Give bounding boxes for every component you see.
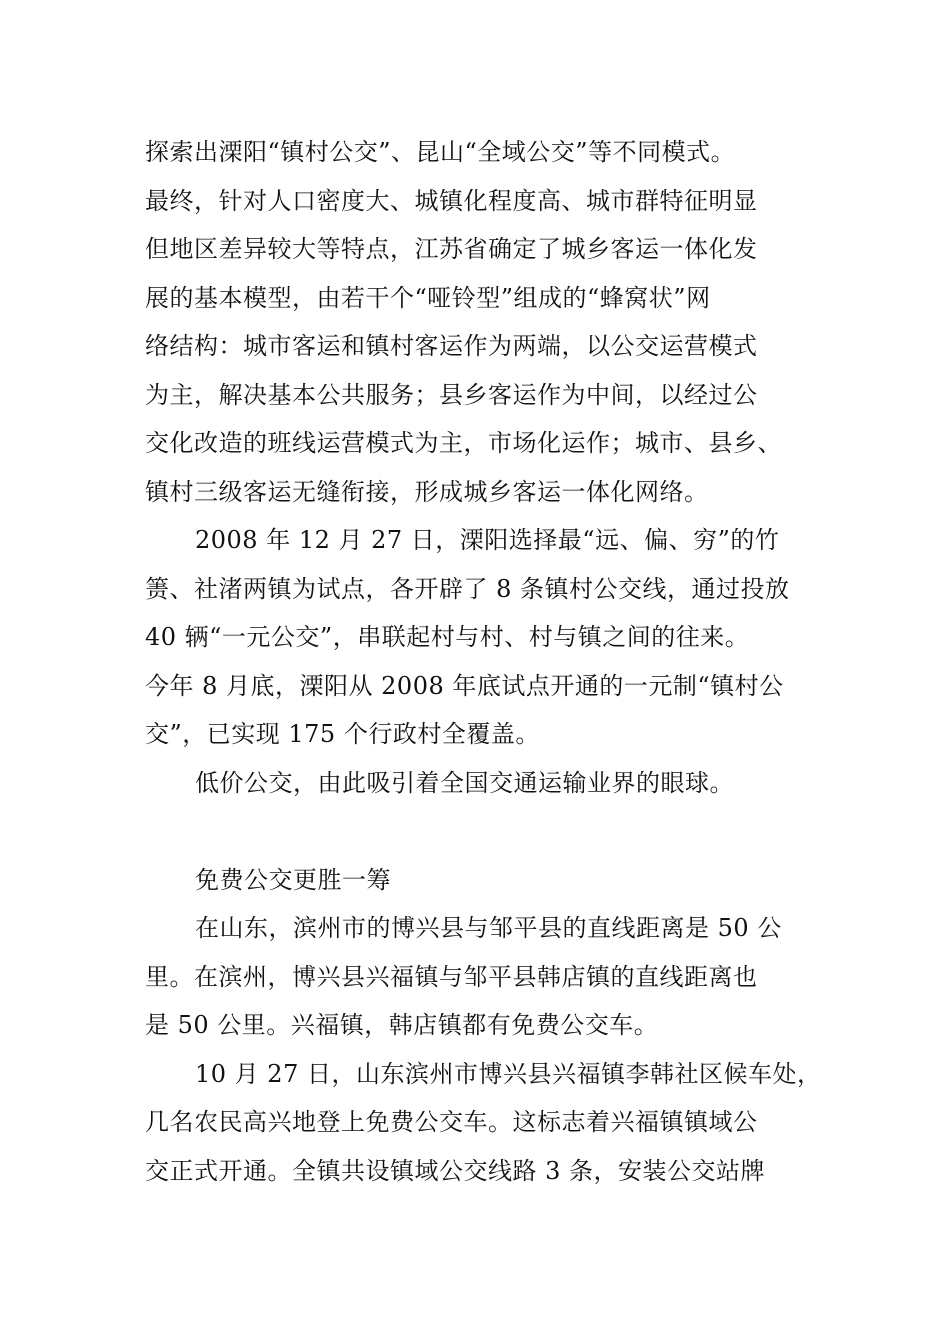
- text-line: 最终，针对人口密度大、城镇化程度高、城市群特征明显: [145, 186, 758, 215]
- document-page: [145, 128, 822, 1195]
- text-line: 几名农民高兴地登上免费公交车。这标志着兴福镇镇域公: [145, 1108, 758, 1136]
- text-line: 展的基本模型，由若干个“哑铃型”组成的“蜂窝状”网: [145, 283, 711, 312]
- text-line: 是 50 公里。兴福镇，韩店镇都有免费公交车。: [145, 1011, 659, 1039]
- text-line: 低价公交，由此吸引着全国交通运输业界的眼球。: [195, 768, 734, 797]
- text-line: 但地区差异较大等特点，江苏省确定了城乡客运一体化发: [145, 235, 758, 263]
- text-line: 交”，已实现 175 个行政村全覆盖。: [145, 720, 540, 748]
- text-line: 交化改造的班线运营模式为主，市场化运作；城市、县乡、: [145, 429, 782, 457]
- paragraph-2: [145, 516, 810, 759]
- text-line: 在山东，滨州市的博兴县与邹平县的直线距离是 50 公: [195, 914, 782, 942]
- blank-line: [145, 807, 810, 856]
- text-line: 箦、社渚两镇为试点，各开辟了 8 条镇村公交线，通过投放: [145, 574, 790, 603]
- paragraph-3: [145, 759, 810, 808]
- paragraph-6: [145, 1050, 822, 1196]
- paragraph-5: [145, 904, 810, 1050]
- section-heading: [145, 856, 810, 905]
- text-line: 探索出溧阳“镇村公交”、昆山“全域公交”等不同模式。: [145, 138, 736, 166]
- heading-line: 免费公交更胜一筹: [195, 865, 391, 894]
- paragraph-1: [145, 128, 810, 516]
- text-line: 10 月 27 日，山东滨州市博兴县兴福镇李韩社区候车处，: [195, 1059, 822, 1088]
- text-line: 40 辆“一元公交”，串联起村与村、村与镇之间的往来。: [145, 623, 750, 651]
- text-line: 里。在滨州，博兴县兴福镇与邹平县韩店镇的直线距离也: [145, 962, 758, 991]
- text-line: 络结构：城市客运和镇村客运作为两端，以公交运营模式: [145, 332, 758, 360]
- text-line: 交正式开通。全镇共设镇域公交线路 3 条，安装公交站牌: [145, 1156, 766, 1185]
- text-line: 为主，解决基本公共服务；县乡客运作为中间，以经过公: [145, 380, 758, 409]
- text-line: 镇村三级客运无缝衔接，形成城乡客运一体化网络。: [145, 477, 709, 506]
- text-line: 2008 年 12 月 27 日，溧阳选择最“远、偏、穷”的竹: [195, 526, 780, 554]
- text-line: 今年 8 月底，溧阳从 2008 年底试点开通的一元制“镇村公: [145, 671, 784, 700]
